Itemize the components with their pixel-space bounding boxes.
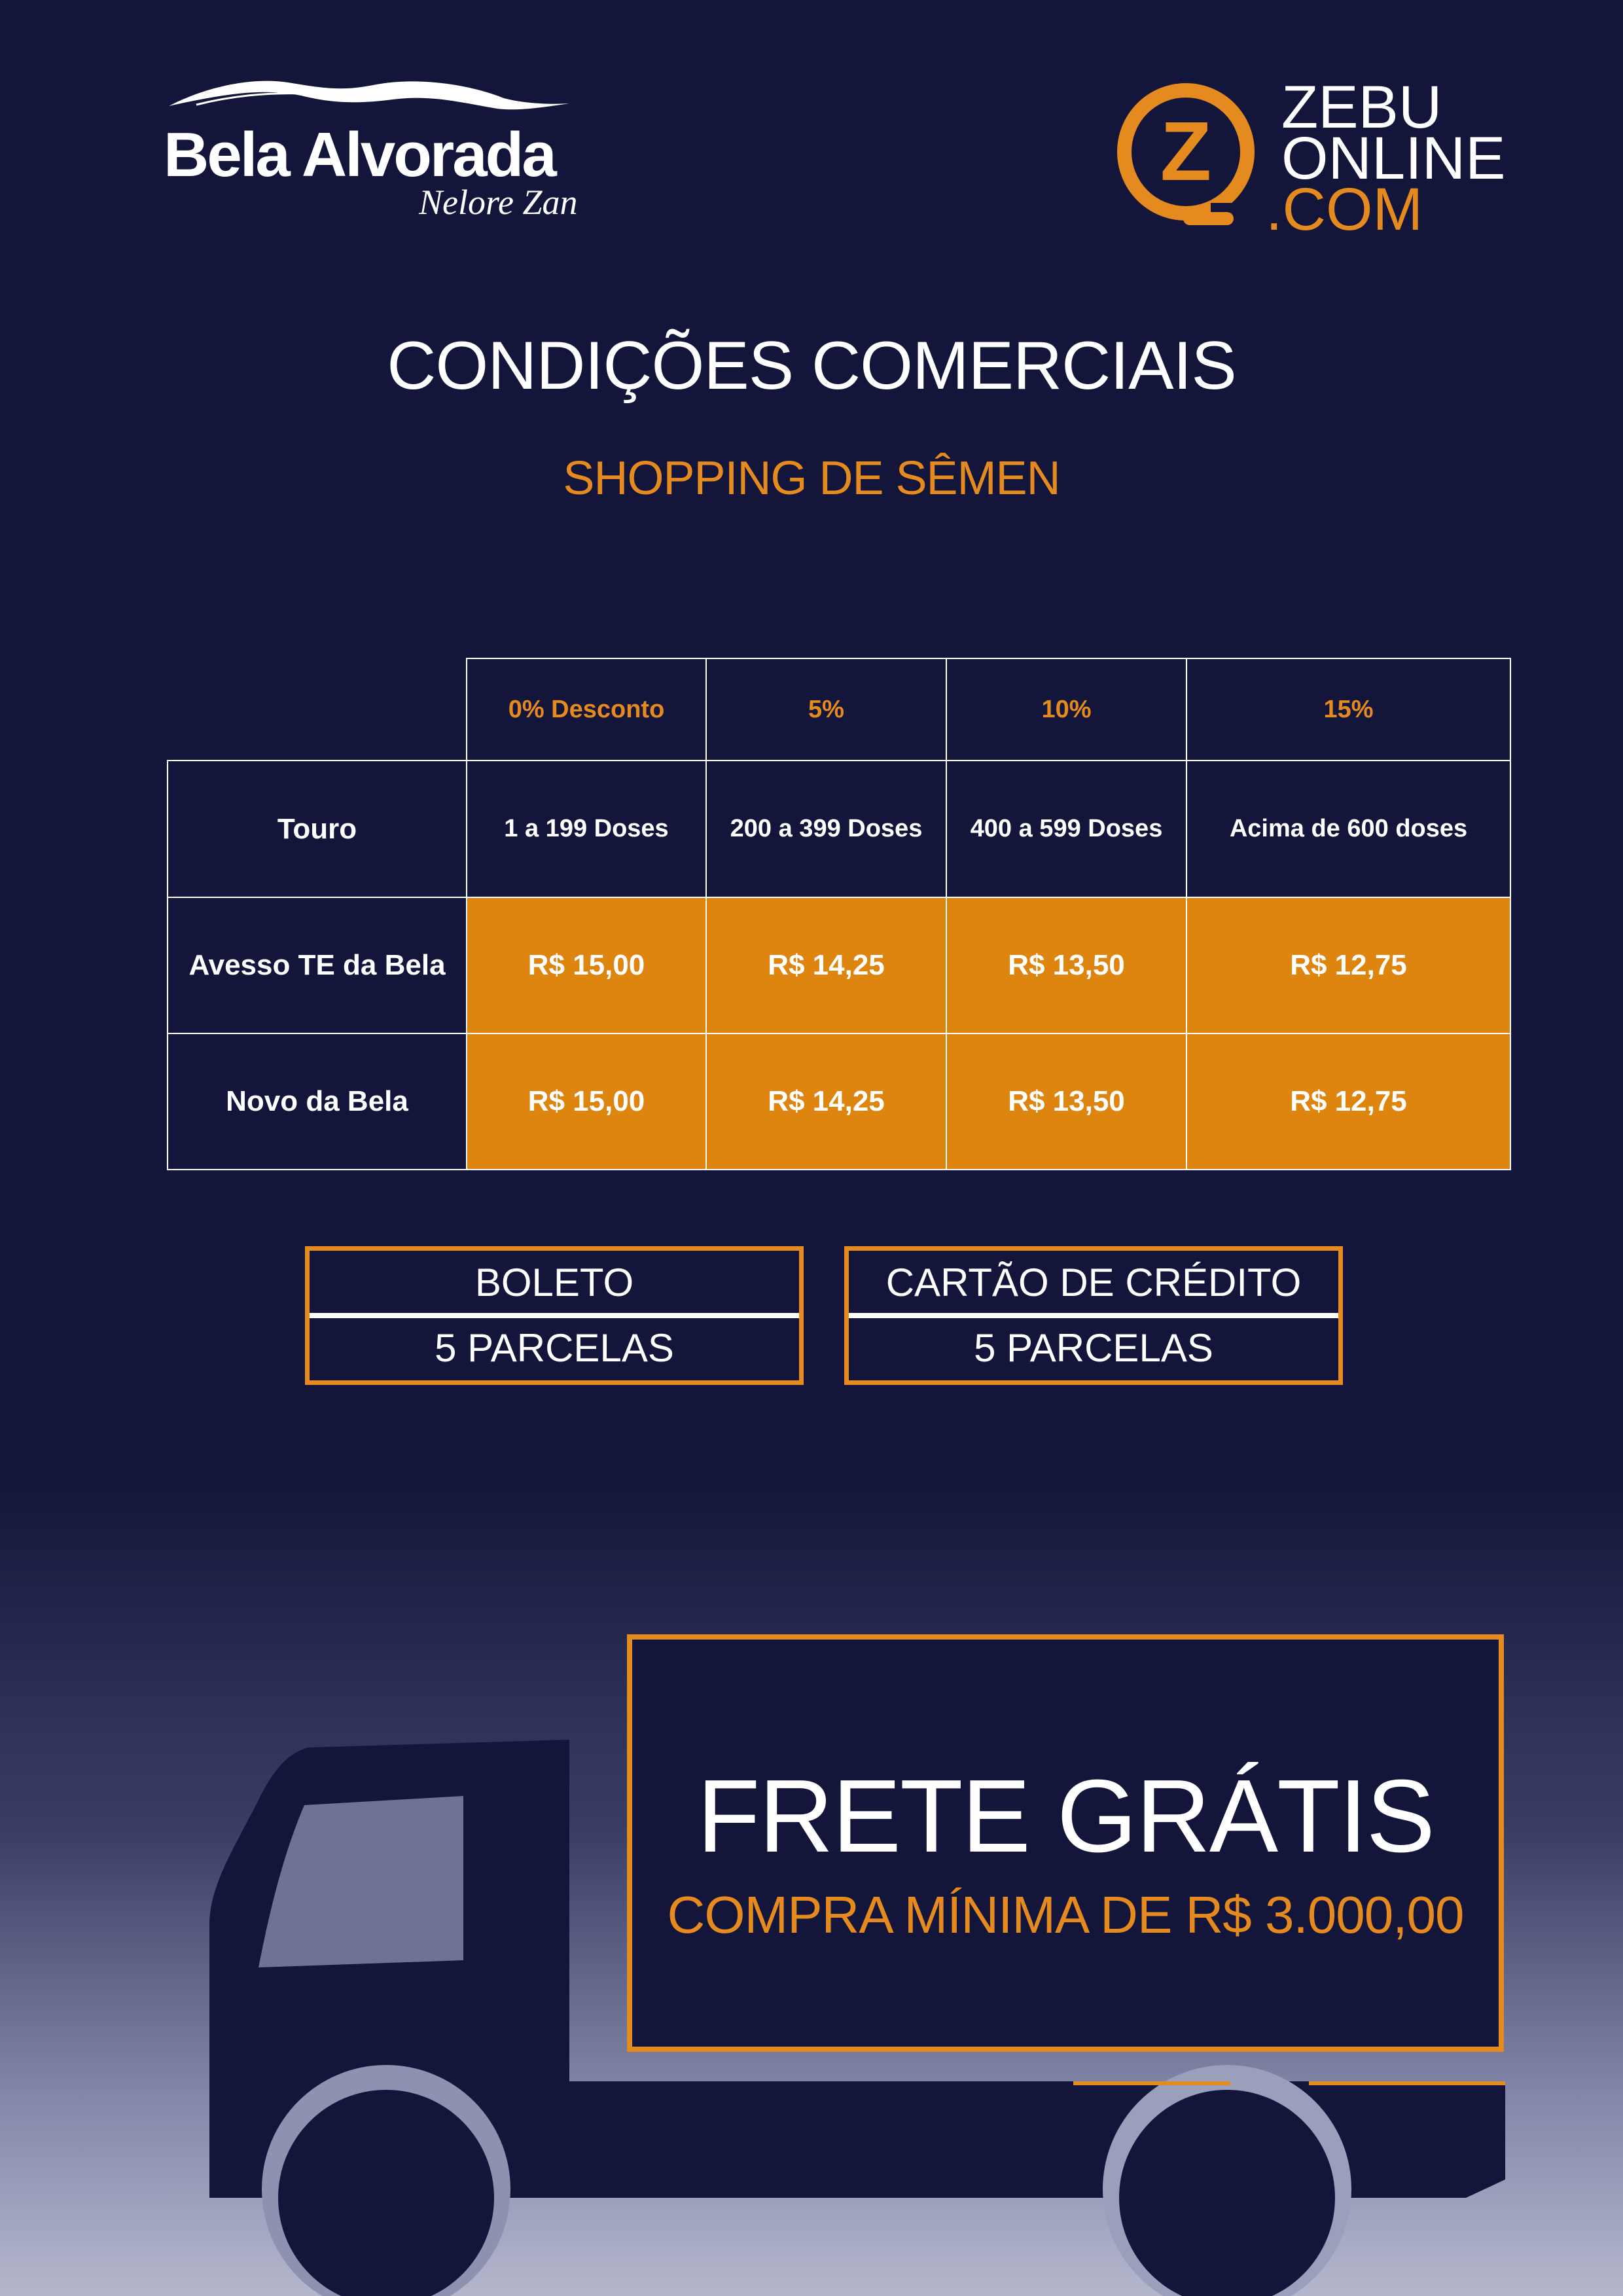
divider xyxy=(310,1313,799,1318)
page-subtitle: SHOPPING DE SÊMEN xyxy=(563,452,1060,505)
bull-name: Avesso TE da Bela xyxy=(167,897,467,1034)
price-cell: R$ 13,50 xyxy=(946,897,1187,1034)
page-title: CONDIÇÕES COMERCIAIS xyxy=(387,328,1236,404)
discount-header: 15% xyxy=(1186,658,1511,761)
price-cell: R$ 14,25 xyxy=(705,1033,947,1170)
price-cell: R$ 14,25 xyxy=(705,897,947,1034)
price-cell: R$ 15,00 xyxy=(466,1033,707,1170)
payment-boleto-box xyxy=(305,1246,804,1385)
price-cell: R$ 15,00 xyxy=(466,897,707,1034)
discount-header: 10% xyxy=(946,658,1187,761)
price-cell: R$ 12,75 xyxy=(1186,897,1511,1034)
bela-alvorada-wordmark: Bela Alvorada xyxy=(164,120,555,190)
online-word: ONLINE xyxy=(1281,125,1506,192)
zebu-z-circle-icon xyxy=(1113,72,1270,242)
payment-installments: 5 PARCELAS xyxy=(435,1326,674,1370)
free-shipping-box xyxy=(627,1634,1504,2052)
bull-name: Novo da Bela xyxy=(167,1033,467,1170)
payment-installments: 5 PARCELAS xyxy=(974,1326,1213,1370)
zebu-online-logo xyxy=(1113,72,1531,242)
price-cell: R$ 12,75 xyxy=(1186,1033,1511,1170)
free-shipping-title: FRETE GRÁTIS xyxy=(697,1759,1434,1874)
payment-credit-card-box xyxy=(844,1246,1343,1385)
touro-column-header: Touro xyxy=(167,760,467,898)
price-cell: R$ 13,50 xyxy=(946,1033,1187,1170)
divider xyxy=(849,1313,1338,1318)
payment-method: CARTÃO DE CRÉDITO xyxy=(885,1261,1302,1304)
minimum-purchase-text: COMPRA MÍNIMA DE R$ 3.000,00 xyxy=(667,1886,1464,1944)
dose-range-header: 200 a 399 Doses xyxy=(705,760,947,898)
discount-header: 5% xyxy=(705,658,947,761)
zebu-word: ZEBU xyxy=(1281,74,1442,141)
dose-range-header: Acima de 600 doses xyxy=(1186,760,1511,898)
dot-com-word: .COM xyxy=(1266,176,1423,243)
nelore-zan-tagline: Nelore Zan xyxy=(419,183,578,222)
discount-header: 0% Desconto xyxy=(466,658,707,761)
dose-range-header: 400 a 599 Doses xyxy=(946,760,1187,898)
payment-method: BOLETO xyxy=(474,1261,634,1304)
dose-range-header: 1 a 199 Doses xyxy=(466,760,707,898)
bela-alvorada-logo xyxy=(157,65,576,229)
zebu-z-letter: Z xyxy=(1160,105,1212,198)
